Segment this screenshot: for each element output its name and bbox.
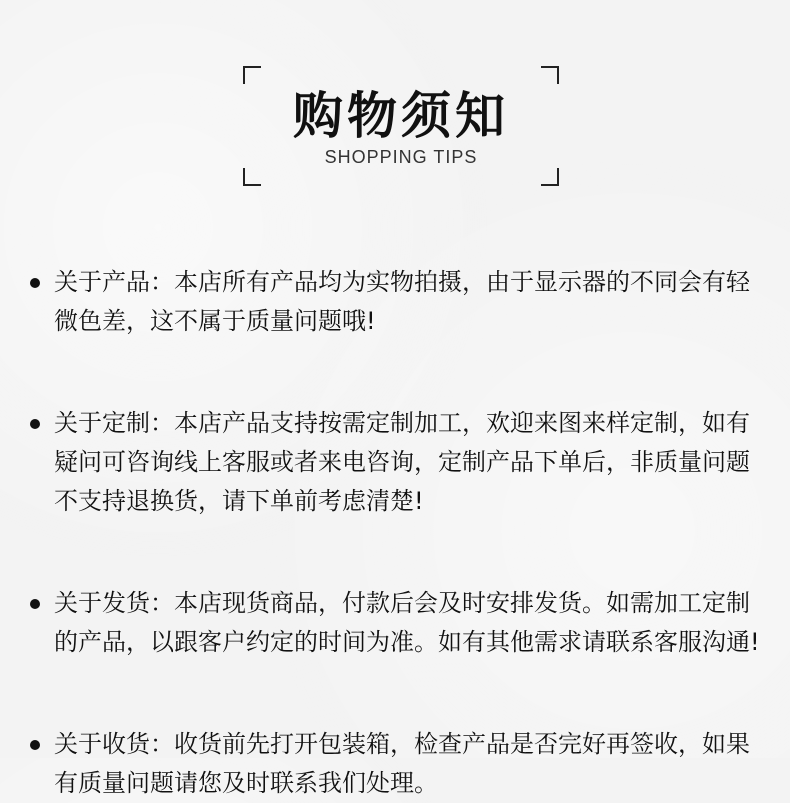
corner-bracket-top-left — [243, 66, 261, 84]
bullet-icon — [30, 599, 40, 609]
corner-bracket-top-right — [541, 66, 559, 84]
bullet-icon — [30, 740, 40, 750]
bullet-icon — [30, 278, 40, 288]
title-block — [243, 66, 559, 186]
notice-item-shipping — [22, 584, 772, 662]
corner-bracket-bottom-left — [243, 168, 261, 186]
notice-text: 关于产品：本店所有产品均为实物拍摄，由于显示器的不同会有轻微色差，这不属于质量问题哦! — [54, 268, 750, 335]
notice-text: 关于发货：本店现货商品，付款后会及时安排发货。如需加工定制的产品，以跟客户约定的时间为准。如有其他需求请联系客服沟通! — [54, 589, 760, 656]
notice-item-product — [22, 263, 772, 341]
page-title: 购物须知 — [293, 87, 509, 145]
notice-list — [22, 263, 772, 803]
page-subtitle: SHOPPING TIPS — [324, 147, 478, 167]
notice-item-receiving — [22, 725, 772, 803]
notice-item-custom — [22, 404, 772, 521]
notice-text: 关于定制：本店产品支持按需定制加工，欢迎来图来样定制，如有疑问可咨询线上客服或者来电咨询，定制产品下单后，非质量问题不支持退换货，请下单前考虑清楚! — [54, 409, 750, 515]
notice-text: 关于收货：收货前先打开包装箱，检查产品是否完好再签收，如果有质量问题请您及时联系我们处理。 — [54, 730, 750, 797]
bullet-icon — [30, 419, 40, 429]
corner-bracket-bottom-right — [541, 168, 559, 186]
